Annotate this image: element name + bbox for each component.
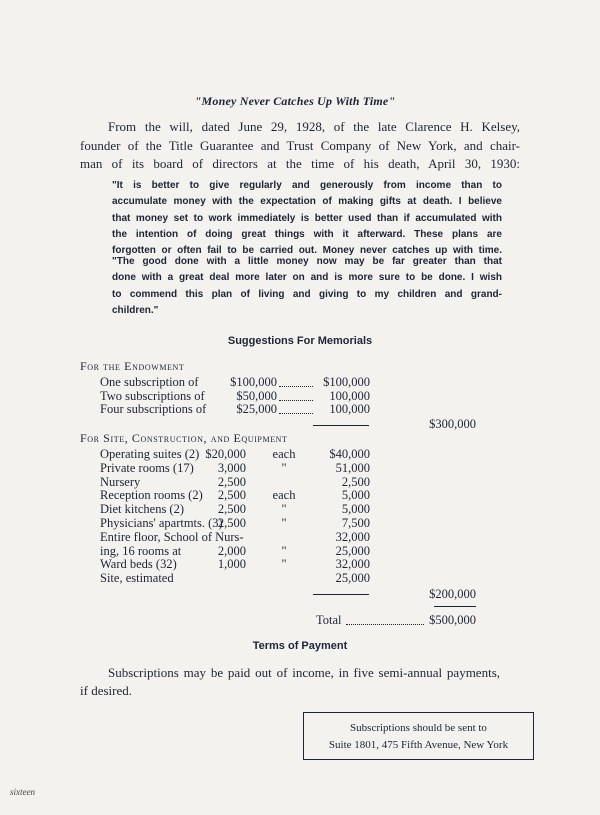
row-unit-price: 2,500 (217, 502, 246, 517)
page-folio: sixteen (10, 787, 35, 797)
row-amount: 7,500 (341, 516, 370, 530)
will-quote-paragraph-2 (112, 254, 502, 319)
endowment-total: $300,000 (429, 417, 476, 431)
leader-dots (346, 624, 424, 625)
row-note: each (272, 488, 296, 503)
row-label: Diet kitchens (2) (100, 502, 185, 517)
grand-total-rule (434, 606, 476, 607)
row-amount: $40,000 (329, 447, 370, 461)
row-amount: $100,000 (323, 375, 370, 389)
endowment-heading: For the Endowment (80, 359, 185, 373)
row-note: " (281, 557, 287, 572)
grand-total-label: Total (316, 613, 342, 627)
site-heading: For Site, Construction, and Equipment (80, 431, 288, 445)
send-address-box (303, 712, 534, 760)
site-total: $200,000 (429, 587, 476, 601)
quote-line: that money set to work immediately is better used than if accumulated with (112, 212, 502, 224)
row-note: each (272, 447, 296, 461)
will-quote-paragraph-1 (112, 178, 502, 259)
row-unit-price: $25,000 (236, 402, 277, 416)
row-label: Ward beds (32) (100, 557, 177, 572)
row-unit-price: $50,000 (236, 388, 277, 403)
table-row (0, 570, 600, 586)
quote-line: "The good done with a little money now may be far greater than that (112, 256, 502, 267)
row-label: Operating suites (2) (100, 447, 200, 461)
row-label: Two subscriptions of (100, 388, 205, 403)
row-amount: 32,000 (335, 529, 370, 544)
row-amount: 100,000 (329, 388, 370, 403)
row-amount: 32,000 (335, 557, 370, 572)
row-unit-price: 2,500 (217, 516, 246, 530)
row-note: " (281, 516, 287, 530)
row-amount: 2,500 (341, 474, 370, 489)
row-note: " (281, 502, 287, 517)
send-box-line: Suite 1801, 475 Fifth Avenue, New York (328, 739, 509, 751)
terms-paragraph (80, 664, 500, 700)
intro-line: man of its board of directors at the time of his death, April 30, 1930: (80, 156, 520, 171)
quote-line: children." (112, 304, 159, 316)
row-unit-price: $100,000 (230, 375, 277, 389)
row-unit-price: 2,000 (217, 543, 246, 558)
quote-line: accumulate money with the expectation of making gifts at death. I believe (112, 196, 502, 208)
row-label: Site, estimated (100, 571, 174, 586)
endowment-total-row (0, 416, 600, 432)
memorials-heading: Suggestions For Memorials (227, 335, 373, 347)
row-unit-price: 2,500 (217, 488, 246, 503)
row-unit-price: 2,500 (217, 474, 246, 489)
grand-total-row (0, 612, 600, 628)
terms-heading: Terms of Payment (252, 640, 348, 652)
row-unit-price: 3,000 (217, 460, 246, 475)
grand-total-amount: $500,000 (429, 613, 476, 627)
row-note: " (281, 460, 287, 475)
row-amount: 100,000 (329, 402, 370, 416)
row-amount: 5,000 (341, 488, 370, 503)
leader-dots (279, 413, 313, 414)
row-label: Physicians' apartmts. (3) (100, 516, 223, 530)
table-row (0, 401, 600, 417)
quote-line: done with a great deal more later on and is more sure to be done. I wish (112, 272, 502, 284)
row-label: Reception rooms (2) (100, 488, 203, 503)
row-unit-price: $20,000 (205, 447, 246, 461)
row-amount: 25,000 (335, 543, 370, 558)
quote-line: to commend this plan of living and giving to my children and grand- (112, 288, 502, 300)
send-box-line: Subscriptions should be sent to (350, 722, 487, 734)
row-label: Private rooms (17) (100, 460, 194, 475)
row-label: Nursery (100, 474, 141, 489)
row-label: Entire floor, School of Nurs- (100, 529, 244, 544)
quote-line: "It is better to give regularly and generously from income than to (112, 180, 502, 191)
intro-line: From the will, dated June 29, 1928, of the late Clarence H. Kelsey, (108, 119, 520, 134)
row-label: One subscription of (100, 375, 199, 389)
row-amount: 25,000 (335, 571, 370, 586)
row-label: Four subscriptions of (100, 402, 207, 416)
quote-line: forgotten or often fail to be carried out. Money never catches up with time. (112, 245, 502, 257)
intro-paragraph (80, 118, 520, 174)
intro-line: founder of the Title Guarantee and Trust Company of New York, and chair- (80, 137, 520, 153)
terms-line: Subscriptions may be paid out of income, in five semi-annual payments, (108, 665, 500, 680)
row-amount: 51,000 (335, 460, 370, 475)
quote-line: the intention of doing great things with it afterward. These plans are (112, 228, 502, 240)
page-title: "Money Never Catches Up With Time" (194, 94, 396, 108)
terms-line: if desired. (80, 683, 132, 698)
row-label: ing, 16 rooms at (100, 543, 182, 558)
site-total-row (0, 586, 600, 602)
row-unit-price: 1,000 (217, 557, 246, 572)
row-amount: 5,000 (341, 502, 370, 517)
row-note: " (281, 543, 287, 558)
